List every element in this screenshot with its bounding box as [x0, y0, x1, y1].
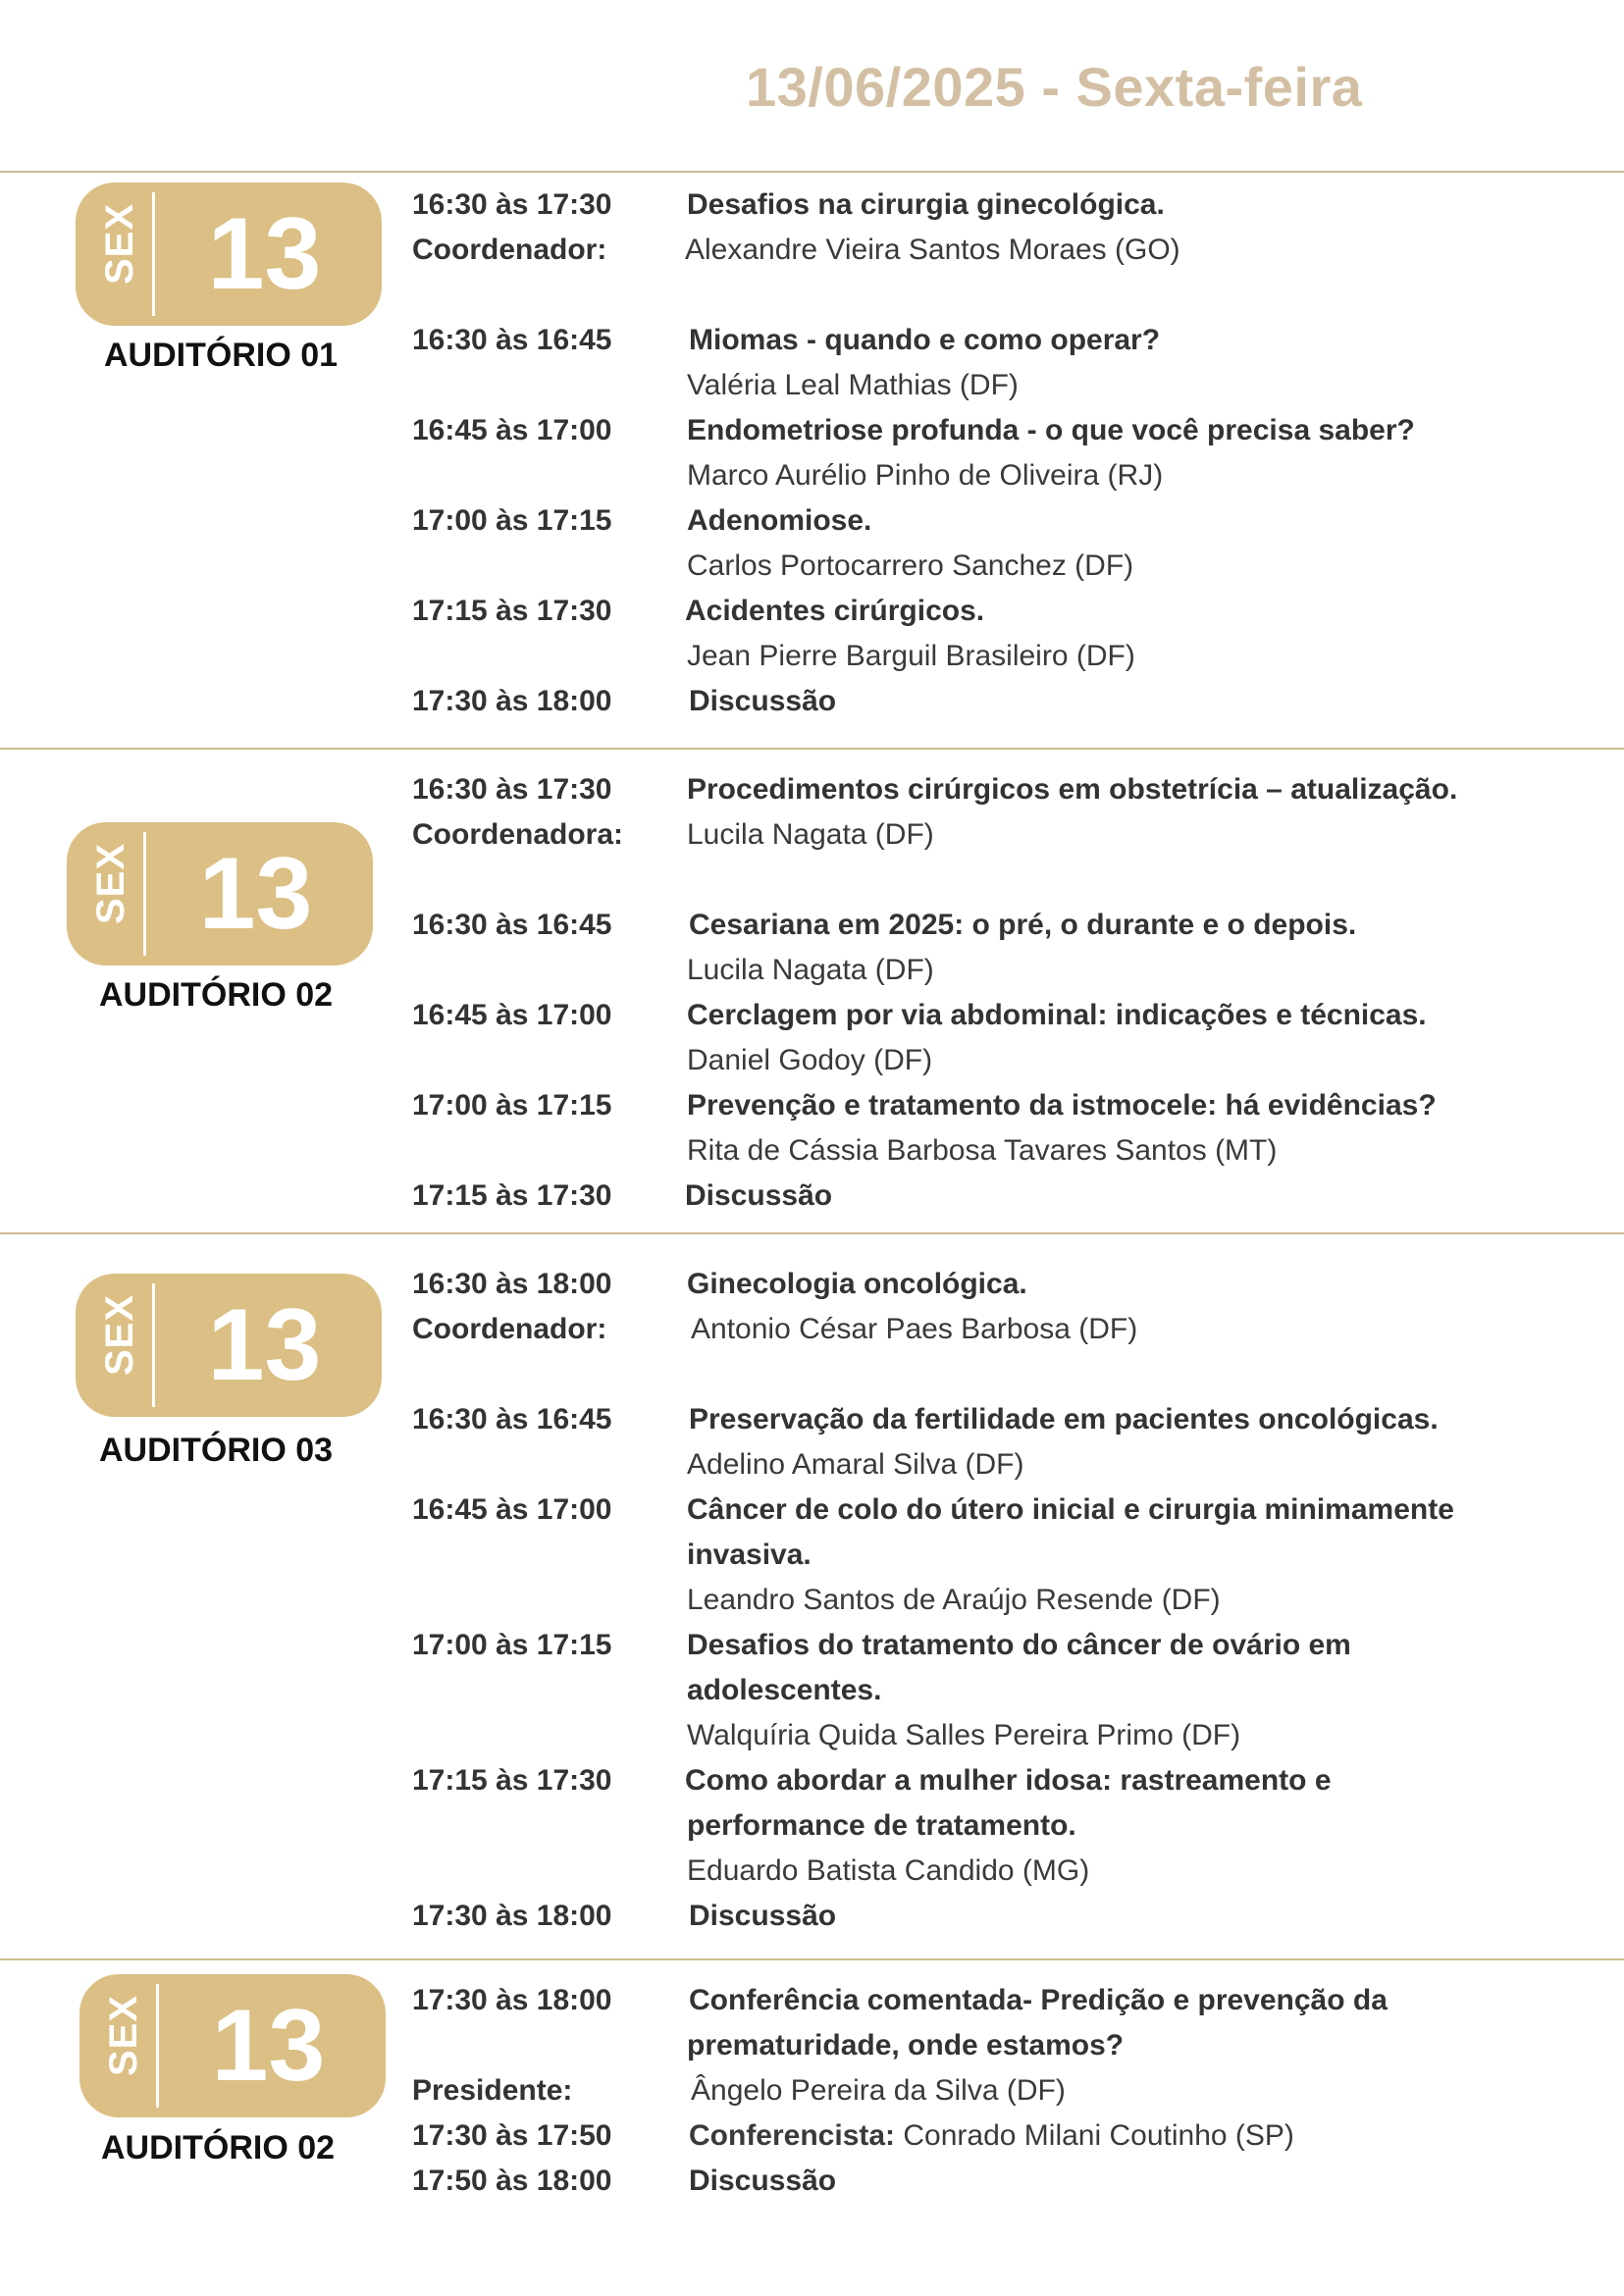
row-title: Procedimentos cirúrgicos em obstetrícia – atualização. [687, 773, 1458, 806]
row-time: 16:30 às 16:45 [412, 324, 612, 356]
section-divider [0, 748, 1624, 750]
row-time: 17:30 às 18:00 [412, 1984, 612, 2016]
row-time: 16:45 às 17:00 [412, 1493, 612, 1526]
row-time: 16:30 às 17:30 [412, 773, 612, 806]
row-time: 17:15 às 17:30 [412, 595, 612, 627]
day-number: 13 [207, 1288, 322, 1402]
row-title: Preservação da fertilidade em pacientes oncológicas. [689, 1403, 1439, 1435]
row-title: Discussão [689, 2165, 837, 2197]
row-time: 16:30 às 16:45 [412, 909, 612, 941]
row-time: 16:45 às 17:00 [412, 414, 612, 446]
row-title-continued: invasiva. [687, 1539, 812, 1571]
row-label: Conferencista: [689, 2119, 896, 2152]
day-number: 13 [207, 197, 322, 311]
row-title: Câncer de colo do útero inicial e cirurgia minimamente [687, 1493, 1454, 1526]
row-title-continued: prematuridade, onde estamos? [687, 2029, 1125, 2061]
row-time: 17:15 às 17:30 [412, 1764, 612, 1797]
room-label: AUDITÓRIO 03 [99, 1432, 334, 1469]
row-time: 17:00 às 17:15 [412, 1629, 612, 1661]
badge-separator [156, 1984, 159, 2108]
row-time: 16:45 às 17:00 [412, 999, 612, 1031]
row-title: Discussão [685, 1179, 833, 1212]
weekday-label: SEX [89, 842, 132, 924]
row-title-continued: performance de tratamento. [687, 1809, 1076, 1842]
page-title: 13/06/2025 - Sexta-feira [746, 56, 1363, 118]
row-speaker: Antonio César Paes Barbosa (DF) [691, 1313, 1138, 1345]
row-time: 17:30 às 18:00 [412, 1900, 612, 1932]
row-title-continued: adolescentes. [687, 1674, 882, 1706]
row-time: 16:30 às 16:45 [412, 1403, 612, 1435]
row-speaker: Walquíria Quida Salles Pereira Primo (DF) [687, 1719, 1241, 1751]
date-badge [76, 183, 382, 326]
row-speaker: Conrado Milani Coutinho (SP) [903, 2119, 1294, 2152]
row-role: Coordenador: [412, 1313, 607, 1345]
row-speaker: Rita de Cássia Barbosa Tavares Santos (MT) [687, 1134, 1278, 1167]
row-role: Coordenador: [412, 234, 607, 266]
row-speaker: Lucila Nagata (DF) [687, 954, 934, 986]
row-title: Desafios na cirurgia ginecológica. [687, 188, 1165, 221]
row-speaker: Adelino Amaral Silva (DF) [687, 1448, 1024, 1481]
date-badge [67, 822, 373, 965]
weekday-label: SEX [98, 1293, 141, 1376]
row-title: Acidentes cirúrgicos. [685, 595, 985, 627]
badge-separator [152, 1283, 155, 1407]
day-number: 13 [198, 837, 313, 951]
row-time: 17:00 às 17:15 [412, 1089, 612, 1122]
row-speaker: Marco Aurélio Pinho de Oliveira (RJ) [687, 459, 1164, 492]
row-title: Miomas - quando e como operar? [689, 324, 1161, 356]
row-title: Como abordar a mulher idosa: rastreamento e [685, 1764, 1332, 1797]
badge-separator [143, 832, 146, 956]
row-title: Prevenção e tratamento da istmocele: há evidências? [687, 1089, 1437, 1122]
row-speaker: Daniel Godoy (DF) [687, 1044, 933, 1076]
badge-separator [152, 192, 155, 316]
room-label: AUDITÓRIO 02 [99, 976, 334, 1014]
section-divider [0, 1958, 1624, 1960]
row-title: Endometriose profunda - o que você precisa saber? [687, 414, 1415, 446]
section-divider [0, 171, 1624, 173]
row-time: 17:15 às 17:30 [412, 1179, 612, 1212]
row-speaker: Alexandre Vieira Santos Moraes (GO) [685, 234, 1180, 266]
row-title: Conferência comentada- Predição e prevenção da [689, 1984, 1388, 2016]
row-speaker: Leandro Santos de Araújo Resende (DF) [687, 1584, 1221, 1616]
row-speaker: Ângelo Pereira da Silva (DF) [691, 2074, 1066, 2107]
row-title: Cesariana em 2025: o pré, o durante e o depois. [689, 909, 1357, 941]
room-label: AUDITÓRIO 02 [101, 2129, 336, 2166]
row-time: 17:50 às 18:00 [412, 2165, 612, 2197]
weekday-label: SEX [102, 1994, 145, 2076]
row-title: Adenomiose. [687, 504, 872, 537]
row-role: Coordenadora: [412, 818, 624, 851]
row-speaker-line [689, 2113, 1294, 2159]
row-speaker: Carlos Portocarrero Sanchez (DF) [687, 549, 1134, 582]
row-speaker: Eduardo Batista Candido (MG) [687, 1854, 1090, 1887]
section-divider [0, 1232, 1624, 1234]
row-time: 16:30 às 17:30 [412, 188, 612, 221]
row-speaker: Jean Pierre Barguil Brasileiro (DF) [687, 640, 1135, 672]
row-role: Presidente: [412, 2074, 573, 2107]
date-badge [79, 1974, 386, 2117]
row-time: 16:30 às 18:00 [412, 1268, 612, 1300]
weekday-label: SEX [98, 202, 141, 285]
row-title: Desafios do tratamento do câncer de ovário em [687, 1629, 1351, 1661]
row-speaker: Valéria Leal Mathias (DF) [687, 369, 1019, 401]
row-time: 17:30 às 18:00 [412, 685, 612, 717]
row-title: Discussão [689, 1900, 837, 1932]
row-title: Cerclagem por via abdominal: indicações e técnicas. [687, 999, 1427, 1031]
day-number: 13 [211, 1989, 326, 2103]
row-title: Discussão [689, 685, 837, 717]
room-label: AUDITÓRIO 01 [104, 337, 339, 374]
row-time: 17:00 às 17:15 [412, 504, 612, 537]
row-speaker: Lucila Nagata (DF) [687, 818, 934, 851]
row-time: 17:30 às 17:50 [412, 2119, 612, 2152]
row-title: Ginecologia oncológica. [687, 1268, 1027, 1300]
date-badge [76, 1274, 382, 1417]
